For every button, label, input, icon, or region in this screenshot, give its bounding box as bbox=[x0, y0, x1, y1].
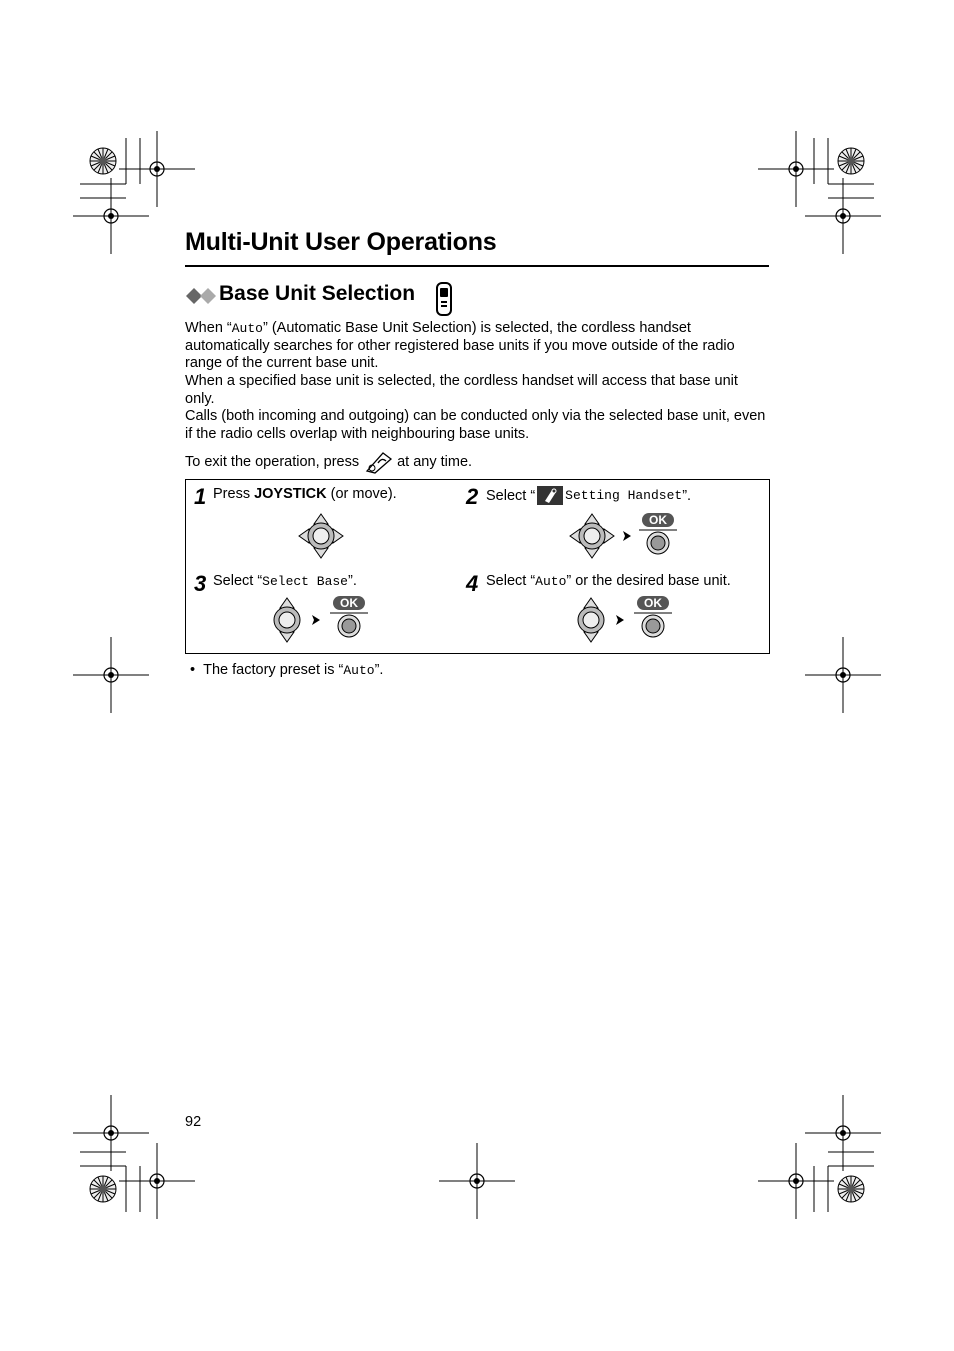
title-rule bbox=[185, 265, 769, 267]
handset-icon bbox=[436, 282, 452, 316]
step-2-number: 2 bbox=[466, 484, 479, 509]
joystick-icon bbox=[574, 596, 608, 644]
section-title: Base Unit Selection bbox=[219, 282, 416, 305]
step-1-text: Press JOYSTICK (or move). bbox=[213, 486, 397, 502]
intro-paragraph-2: When a specified base unit is selected, the cordless handset will access that base unit only. bbox=[185, 373, 738, 407]
intro-paragraph-3: Calls (both incoming and outgoing) can be conducted only via the selected base unit, even if the radio cells overlap with neighbouring base units. bbox=[185, 408, 766, 442]
step-4-text: Select “Auto” or the desired base unit. bbox=[486, 573, 731, 589]
arrow-right-icon bbox=[311, 614, 321, 626]
joystick-icon bbox=[568, 512, 616, 560]
ok-button-icon bbox=[632, 610, 674, 644]
step-1-number: 1 bbox=[194, 484, 207, 509]
step-2-text: Select “ Setting Handset ”. bbox=[486, 487, 692, 504]
factory-preset-note: • The factory preset is “Auto”. bbox=[190, 662, 384, 678]
step-4-number: 4 bbox=[466, 571, 479, 596]
step-3-number: 3 bbox=[194, 571, 207, 596]
joystick-icon bbox=[270, 596, 304, 644]
bullet: • bbox=[190, 662, 204, 678]
diamond-bullet-icon bbox=[186, 288, 218, 304]
page-title: Multi-Unit User Operations bbox=[185, 228, 497, 256]
ok-button-icon bbox=[328, 610, 370, 644]
ok-label: OK bbox=[637, 596, 669, 610]
arrow-right-icon bbox=[615, 614, 625, 626]
joystick-icon bbox=[297, 512, 345, 560]
arrow-right-icon bbox=[622, 530, 632, 542]
page-number: 92 bbox=[185, 1114, 202, 1130]
step-3-text: Select “Select Base”. bbox=[213, 573, 357, 589]
ok-label: OK bbox=[333, 596, 365, 610]
ok-button bbox=[637, 511, 679, 561]
ok-button-icon bbox=[637, 527, 679, 561]
off-key-icon bbox=[363, 451, 393, 475]
exit-instruction: To exit the operation, press at any time. bbox=[185, 451, 769, 475]
setting-handset-icon bbox=[537, 486, 563, 505]
ok-label: OK bbox=[642, 513, 674, 527]
ok-button bbox=[328, 594, 370, 644]
intro-paragraph-1: When “Auto” (Automatic Base Unit Selection) is selected, the cordless handset automatically searches for other registered base units if you move outside of the radio range of the current base unit. bbox=[185, 320, 735, 372]
ok-button bbox=[632, 594, 674, 644]
